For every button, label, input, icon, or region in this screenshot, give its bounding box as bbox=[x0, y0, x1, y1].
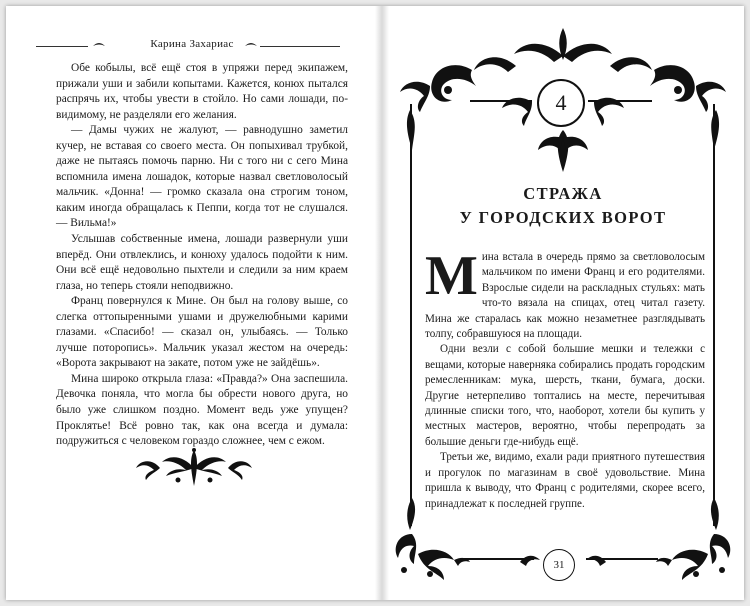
chapter-number: 4 bbox=[555, 90, 567, 115]
right-page bbox=[382, 6, 744, 600]
book-spread bbox=[6, 6, 744, 600]
left-paragraph-4: Франц повернулся к Мине. Он был на голову выше, со слегка оттопыренными ушами и дружелюбными карими глазами. «Спасибо! — сказал он, улыбаясь. — Только лучше поторопись». Мальчик указал жестом на очередь: «Ворота закрывают на закате, потом уже не зайдёшь». bbox=[56, 295, 348, 370]
chapter-title bbox=[382, 182, 744, 230]
bottom-right-ornament-icon bbox=[654, 494, 734, 586]
left-page bbox=[6, 6, 378, 600]
running-head-rule-right bbox=[260, 46, 340, 47]
left-page-text bbox=[56, 61, 348, 450]
right-paragraph-3: Третьи же, видимо, ехали ради приятного путешествия и прогулок по магазинам в своё удовольствие. Мина пришла к выводу, что Франц с родителями, скорее всего, принадлежат к последней группе. bbox=[425, 451, 705, 510]
page-number-badge bbox=[543, 549, 575, 581]
drop-cap: М bbox=[425, 245, 478, 307]
chapter-title-line-2-text: У ГОРОДСКИХ ВОРОТ bbox=[459, 208, 667, 227]
running-head bbox=[6, 36, 378, 56]
running-head-text: Карина Захариас bbox=[150, 38, 234, 50]
chapter-title-line-1 bbox=[382, 182, 744, 206]
left-paragraph-5: Мина широко открыла глаза: «Правда?» Она заспешила. Девочка поняла, что могла бы обрести нового друга, но было уже слишком поздно. Момент ведь уже упущен? Проклятье! Всё ровно так, как она всегда и думала: подружиться с человеком гораздо сложнее, чем с ежом. bbox=[56, 372, 348, 448]
left-paragraph-2: — Дамы чужих не жалуют, — равнодушно заметил кучер, не вставая со своего места. Он попыхивал трубкой, даже не пытаясь помочь парню. Ни с того ни с сего Мина вспомнила имена лошадок, которые назвал светловолосый мальчик. «Донна! — громко сказала она строгим тоном, каким иногда обращалась к Пеппи, когда тот не слушался. — Вильма!» bbox=[56, 124, 348, 230]
right-paragraph-2: Одни везли с собой большие мешки и тележки с вещами, которые наверняка собирались продать городским ремесленникам: мука, шерсть, ткани, бумага, доски. Другие нетерпеливо топтались на месте, перечитывая длинные списки того, что, наоборот, хотели бы купить у местных мастеров, вероятно, чтобы перепродать за большие деньги где-нибудь ещё. bbox=[425, 343, 705, 448]
chapter-title-line-2 bbox=[382, 206, 744, 230]
page-number: 31 bbox=[553, 559, 565, 571]
bottom-left-ornament-icon bbox=[392, 494, 472, 586]
running-head-flourish-right-icon bbox=[244, 39, 258, 53]
scroll-ornament-icon bbox=[134, 446, 254, 490]
left-paragraph-1: Обе кобылы, всё ещё стоя в упряжи перед экипажем, прижали уши и забили копытами. Кажется, конюх пытался распрячь их, чтобы увести в стойло. Но сами лошади, по-видимому, не разделяли его желания. bbox=[56, 62, 348, 121]
left-paragraph-3: Услышав собственные имена, лошади развернули уши вперёд. Они отвлеклись, и конюху удалось подойти к ним. Они всё ещё недовольно пыхтели и следили за ним краем глаза, но теперь стояли неподвижно. bbox=[56, 233, 348, 292]
chapter-number-badge bbox=[537, 79, 585, 127]
chapter-title-line-1-text: СТРАЖА bbox=[523, 184, 603, 203]
right-paragraph-1: ина встала в очередь прямо за светловолосым мальчиком по имени Франц и его родителями. Взрослые сидели на раскладных стульях: мать что-то вязала на спицах, отец читал газету. Мина же старалась как можно незаметнее разглядывать толпу, собравшуюся на площади. bbox=[425, 251, 705, 341]
right-page-text bbox=[425, 245, 705, 512]
